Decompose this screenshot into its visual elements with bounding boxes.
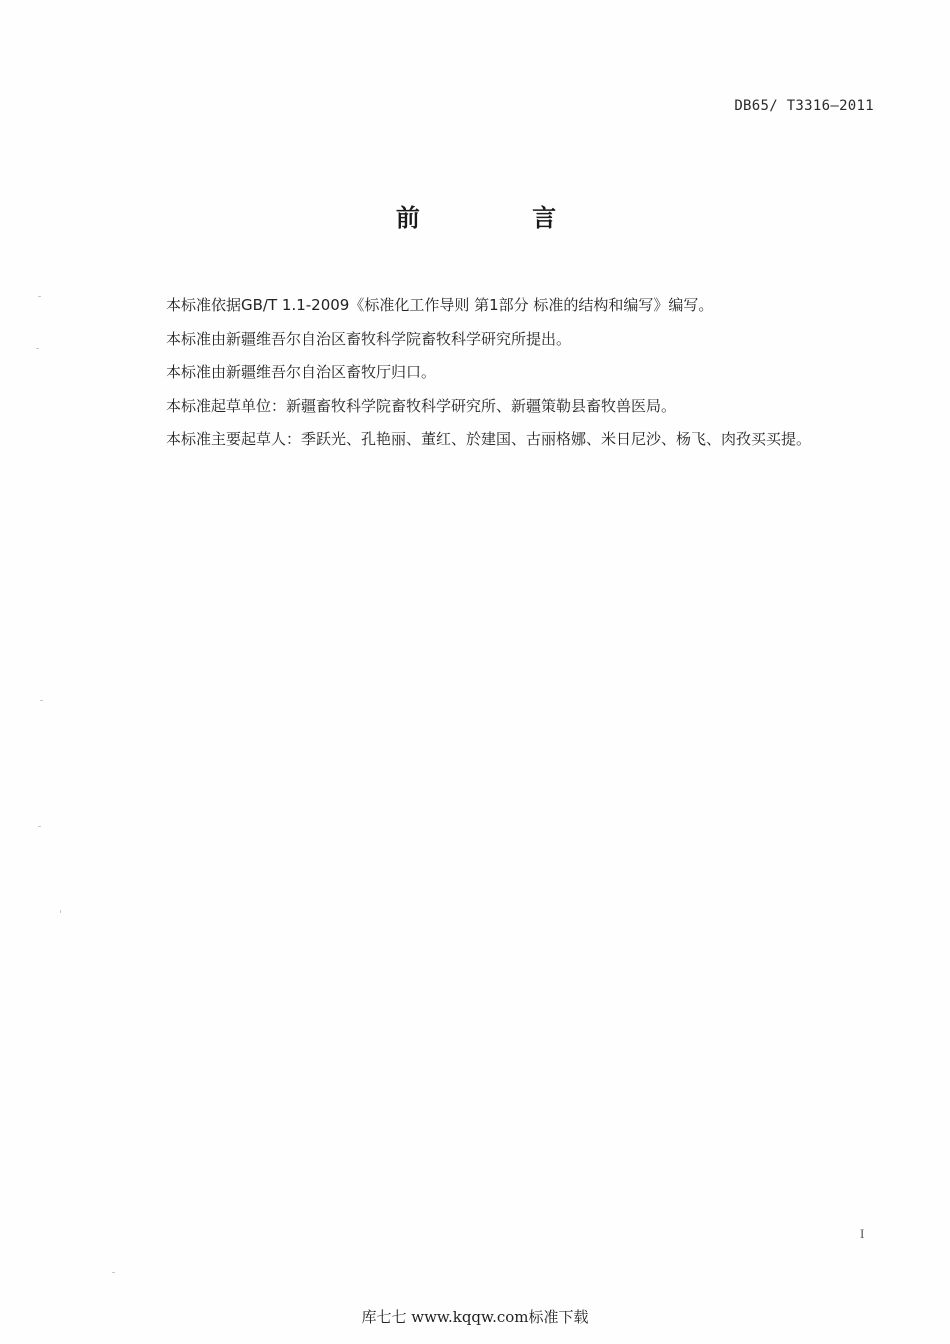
scan-speck	[60, 910, 61, 913]
paragraph-basis: 本标准依据GB/T 1.1-2009《标准化工作导则 第1部分 标准的结构和编写》编写。	[166, 296, 714, 314]
page-title: 前 言	[395, 204, 609, 232]
foreword-body	[166, 289, 906, 457]
page-number: I	[860, 1226, 865, 1241]
paragraph-proposer: 本标准由新疆维吾尔自治区畜牧科学院畜牧科学研究所提出。	[166, 329, 572, 348]
scan-speck	[36, 348, 39, 349]
scan-speck	[38, 296, 41, 297]
paragraph-centralized: 本标准由新疆维吾尔自治区畜牧厅归口。	[166, 363, 437, 381]
paragraph-drafting-units: 本标准起草单位：新疆畜牧科学院畜牧科学研究所、新疆策勒县畜牧兽医局。	[166, 396, 677, 415]
scan-speck	[112, 1272, 115, 1273]
scan-speck	[40, 700, 43, 701]
scan-speck	[38, 826, 41, 827]
footer-watermark-text: 库七七 www.kqqw.com标准下载	[361, 1308, 589, 1326]
standard-code: DB65/ T3316—2011	[734, 98, 874, 114]
paragraph-drafters: 本标准主要起草人：季跃光、孔艳丽、董红、於建国、古丽格娜、米日尼沙、杨飞、肉孜买买提。	[166, 430, 812, 448]
